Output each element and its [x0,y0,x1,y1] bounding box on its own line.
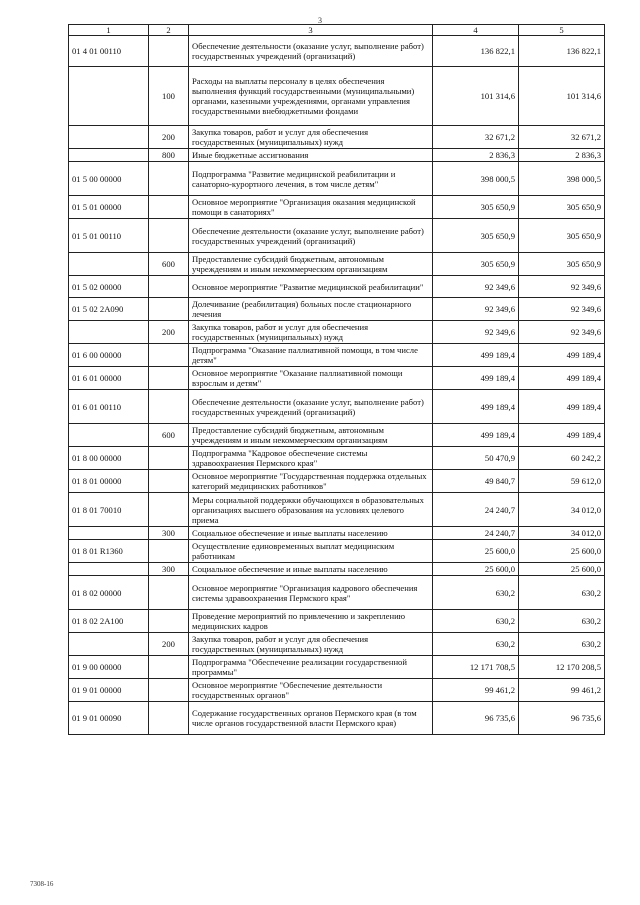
target-code-cell: 01 5 00 00000 [69,162,149,196]
amount-year2-cell: 305 650,9 [519,196,605,219]
item-name-cell: Долечивание (реабилитация) больных после стационарного лечения [189,298,433,321]
expense-type-cell: 600 [149,424,189,447]
item-name-cell: Иные бюджетные ассигнования [189,149,433,162]
amount-year2-cell: 305 650,9 [519,253,605,276]
expense-type-cell [149,390,189,424]
table-row [69,162,605,196]
amount-year2-cell: 101 314,6 [519,67,605,126]
item-name-cell: Закупка товаров, работ и услуг для обеспечения государственных (муниципальных) нужд [189,321,433,344]
amount-year2-cell: 92 349,6 [519,298,605,321]
target-code-cell: 01 6 01 00110 [69,390,149,424]
table-row [69,493,605,527]
amount-year2-cell: 59 612,0 [519,470,605,493]
target-code-cell [69,253,149,276]
amount-year2-cell: 34 012,0 [519,493,605,527]
item-name-cell: Обеспечение деятельности (оказание услуг, выполнение работ) государственных учреждений (организаций) [189,36,433,67]
table-row [69,344,605,367]
target-code-cell [69,126,149,149]
amount-year1-cell: 99 461,2 [433,679,519,702]
target-code-cell [69,67,149,126]
target-code-cell [69,149,149,162]
amount-year2-cell: 630,2 [519,576,605,610]
amount-year1-cell: 25 600,0 [433,540,519,563]
amount-year2-cell: 2 836,3 [519,149,605,162]
amount-year1-cell: 630,2 [433,633,519,656]
amount-year1-cell: 92 349,6 [433,276,519,298]
item-name-cell: Подпрограмма "Оказание паллиативной помощи, в том числе детям" [189,344,433,367]
amount-year2-cell: 99 461,2 [519,679,605,702]
amount-year1-cell: 305 650,9 [433,196,519,219]
target-code-cell: 01 5 01 00000 [69,196,149,219]
item-name-cell: Обеспечение деятельности (оказание услуг, выполнение работ) государственных учреждений (организаций) [189,219,433,253]
expense-type-cell: 600 [149,253,189,276]
item-name-cell: Подпрограмма "Развитие медицинской реабилитации и санаторно-курортного лечения, в том числе детям" [189,162,433,196]
target-code-cell [69,563,149,576]
item-name-cell: Основное мероприятие "Государственная поддержка отдельных категорий медицинских работников" [189,470,433,493]
table-row [69,527,605,540]
amount-year2-cell: 32 671,2 [519,126,605,149]
target-code-cell [69,527,149,540]
amount-year1-cell: 92 349,6 [433,298,519,321]
target-code-cell: 01 8 01 70010 [69,493,149,527]
item-name-cell: Предоставление субсидий бюджетным, автономным учреждениям и иным некоммерческим организациям [189,424,433,447]
expense-type-cell: 200 [149,321,189,344]
item-name-cell: Обеспечение деятельности (оказание услуг, выполнение работ) государственных учреждений (организаций) [189,390,433,424]
table-row [69,149,605,162]
amount-year1-cell: 136 822,1 [433,36,519,67]
expense-type-cell: 300 [149,527,189,540]
amount-year1-cell: 499 189,4 [433,424,519,447]
amount-year1-cell: 25 600,0 [433,563,519,576]
amount-year1-cell: 2 836,3 [433,149,519,162]
expense-type-cell [149,610,189,633]
item-name-cell: Осуществление единовременных выплат медицинским работникам [189,540,433,563]
amount-year1-cell: 24 240,7 [433,493,519,527]
item-name-cell: Содержание государственных органов Пермского края (в том числе органов государственной власти Пермского края) [189,702,433,735]
amount-year1-cell: 499 189,4 [433,390,519,424]
header-col-5: 5 [519,25,605,36]
amount-year2-cell: 630,2 [519,633,605,656]
amount-year2-cell: 398 000,5 [519,162,605,196]
table-row [69,253,605,276]
header-row [69,25,605,36]
header-col-2: 2 [149,25,189,36]
amount-year2-cell: 25 600,0 [519,540,605,563]
amount-year2-cell: 499 189,4 [519,344,605,367]
table-row [69,424,605,447]
table-row [69,540,605,563]
target-code-cell: 01 6 01 00000 [69,367,149,390]
target-code-cell [69,321,149,344]
amount-year2-cell: 92 349,6 [519,276,605,298]
header-col-4: 4 [433,25,519,36]
expense-type-cell [149,576,189,610]
amount-year1-cell: 49 840,7 [433,470,519,493]
target-code-cell: 01 8 02 2А100 [69,610,149,633]
table-row [69,470,605,493]
target-code-cell: 01 8 01 00000 [69,470,149,493]
amount-year1-cell: 499 189,4 [433,344,519,367]
expense-type-cell [149,702,189,735]
expense-type-cell [149,276,189,298]
page-number: 3 [318,16,322,25]
amount-year1-cell: 630,2 [433,576,519,610]
budget-table [68,24,605,735]
item-name-cell: Основное мероприятие "Развитие медицинской реабилитации" [189,276,433,298]
target-code-cell: 01 6 00 00000 [69,344,149,367]
expense-type-cell [149,36,189,67]
item-name-cell: Подпрограмма "Обеспечение реализации государственной программы" [189,656,433,679]
expense-type-cell [149,679,189,702]
item-name-cell: Меры социальной поддержки обучающихся в образовательных организациях высшего образования на условиях целевого приема [189,493,433,527]
table-row [69,702,605,735]
target-code-cell: 01 9 01 00000 [69,679,149,702]
target-code-cell: 01 4 01 00110 [69,36,149,67]
table-row [69,219,605,253]
amount-year2-cell: 34 012,0 [519,527,605,540]
expense-type-cell: 800 [149,149,189,162]
table-row [69,679,605,702]
expense-type-cell [149,447,189,470]
amount-year2-cell: 305 650,9 [519,219,605,253]
expense-type-cell: 200 [149,126,189,149]
item-name-cell: Основное мероприятие "Организация оказания медицинской помощи в санаториях" [189,196,433,219]
target-code-cell: 01 5 02 2А090 [69,298,149,321]
target-code-cell: 01 9 00 00000 [69,656,149,679]
expense-type-cell: 200 [149,633,189,656]
expense-type-cell [149,493,189,527]
target-code-cell: 01 8 01 R1360 [69,540,149,563]
amount-year2-cell: 136 822,1 [519,36,605,67]
table-row [69,196,605,219]
target-code-cell: 01 8 02 00000 [69,576,149,610]
table-row [69,447,605,470]
item-name-cell: Закупка товаров, работ и услуг для обеспечения государственных (муниципальных) нужд [189,126,433,149]
expense-type-cell [149,219,189,253]
header-col-1: 1 [69,25,149,36]
target-code-cell [69,633,149,656]
amount-year1-cell: 398 000,5 [433,162,519,196]
item-name-cell: Проведение мероприятий по привлечению и закреплению медицинских кадров [189,610,433,633]
item-name-cell: Социальное обеспечение и иные выплаты населению [189,527,433,540]
amount-year1-cell: 32 671,2 [433,126,519,149]
target-code-cell: 01 5 01 00110 [69,219,149,253]
amount-year1-cell: 630,2 [433,610,519,633]
table-row [69,367,605,390]
table-row [69,563,605,576]
item-name-cell: Основное мероприятие "Обеспечение деятельности государственных органов" [189,679,433,702]
footer-code: 7308-16 [30,880,54,888]
amount-year1-cell: 499 189,4 [433,367,519,390]
target-code-cell [69,424,149,447]
expense-type-cell [149,162,189,196]
expense-type-cell: 100 [149,67,189,126]
amount-year1-cell: 101 314,6 [433,67,519,126]
amount-year1-cell: 92 349,6 [433,321,519,344]
target-code-cell: 01 9 01 00090 [69,702,149,735]
item-name-cell: Основное мероприятие "Оказание паллиативной помощи взрослым и детям" [189,367,433,390]
table-row [69,610,605,633]
amount-year1-cell: 96 735,6 [433,702,519,735]
header-col-3: 3 [189,25,433,36]
table-row [69,390,605,424]
table-row [69,36,605,67]
table-row [69,67,605,126]
amount-year2-cell: 499 189,4 [519,367,605,390]
table-row [69,321,605,344]
amount-year1-cell: 24 240,7 [433,527,519,540]
table-row [69,576,605,610]
expense-type-cell [149,367,189,390]
table-row [69,656,605,679]
item-name-cell: Закупка товаров, работ и услуг для обеспечения государственных (муниципальных) нужд [189,633,433,656]
amount-year2-cell: 12 170 208,5 [519,656,605,679]
item-name-cell: Социальное обеспечение и иные выплаты населению [189,563,433,576]
amount-year2-cell: 96 735,6 [519,702,605,735]
expense-type-cell [149,470,189,493]
item-name-cell: Предоставление субсидий бюджетным, автономным учреждениям и иным некоммерческим организациям [189,253,433,276]
expense-type-cell [149,344,189,367]
expense-type-cell [149,196,189,219]
expense-type-cell [149,540,189,563]
amount-year2-cell: 92 349,6 [519,321,605,344]
amount-year1-cell: 305 650,9 [433,253,519,276]
item-name-cell: Расходы на выплаты персоналу в целях обеспечения выполнения функций государственными (муниципальными) органами, казенными учреждениями, органами управления государственными внебюджетными фондами [189,67,433,126]
amount-year2-cell: 630,2 [519,610,605,633]
target-code-cell: 01 8 00 00000 [69,447,149,470]
item-name-cell: Основное мероприятие "Организация кадрового обеспечения системы здравоохранения Пермского края" [189,576,433,610]
amount-year1-cell: 50 470,9 [433,447,519,470]
target-code-cell: 01 5 02 00000 [69,276,149,298]
table-row [69,633,605,656]
amount-year2-cell: 499 189,4 [519,424,605,447]
amount-year1-cell: 305 650,9 [433,219,519,253]
expense-type-cell [149,298,189,321]
table-row [69,298,605,321]
amount-year2-cell: 25 600,0 [519,563,605,576]
amount-year2-cell: 499 189,4 [519,390,605,424]
expense-type-cell: 300 [149,563,189,576]
table-row [69,276,605,298]
amount-year1-cell: 12 171 708,5 [433,656,519,679]
table-row [69,126,605,149]
amount-year2-cell: 60 242,2 [519,447,605,470]
item-name-cell: Подпрограмма "Кадровое обеспечение системы здравоохранения Пермского края" [189,447,433,470]
expense-type-cell [149,656,189,679]
